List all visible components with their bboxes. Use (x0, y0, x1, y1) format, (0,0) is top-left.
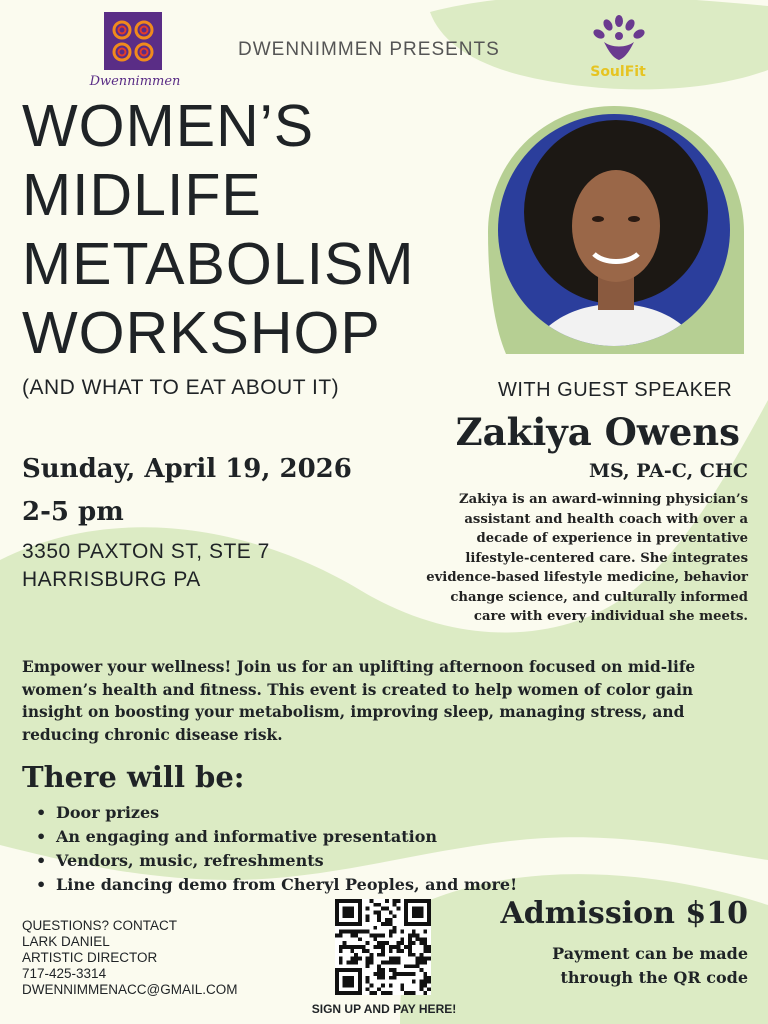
intro-line: Empower your wellness! Join us for an uplifting afternoon focused on mid-life (22, 658, 696, 676)
contact-email[interactable]: DWENNIMMENACC@GMAIL.COM (22, 982, 238, 997)
title-line: WORKSHOP (22, 300, 381, 366)
event-time: 2-5 pm (22, 497, 124, 527)
signup-qr-code[interactable] (335, 899, 431, 995)
feature-item: • Door prizes (34, 801, 517, 825)
dwennimmen-logo-text: Dwennimmen (89, 74, 181, 89)
workshop-title (22, 92, 414, 368)
contact-line: ARTISTIC DIRECTOR (22, 950, 158, 965)
qr-caption: SIGN UP AND PAY HERE! (311, 1002, 457, 1016)
title-line: WOMEN’S (22, 93, 315, 159)
guest-speaker-label: WITH GUEST SPEAKER (498, 379, 733, 401)
bio-line: lifestyle-centered care. She integrates (465, 550, 748, 566)
bio-line: decade of experience in preventative (476, 531, 748, 546)
event-address-line1: 3350 PAXTON ST, STE 7 (22, 540, 270, 563)
soulfit-logo (588, 12, 650, 64)
contact-block (22, 918, 237, 998)
bio-line: evidence-based lifestyle medicine, behavior (426, 570, 748, 585)
intro-line: women’s health and fitness. This event is created to help women of color gain (22, 680, 694, 699)
intro-paragraph (22, 656, 748, 746)
contact-line: LARK DANIEL (22, 934, 110, 949)
speaker-bio (392, 490, 748, 627)
bio-line: care with every individual she meets. (473, 609, 748, 624)
presenter-line: DWENNIMMEN PRESENTS (238, 39, 500, 60)
payment-note (500, 942, 748, 990)
contact-line: 717-425-3314 (22, 966, 107, 981)
payment-note-line: Payment can be made (552, 944, 748, 963)
event-address-line2: HARRISBURG PA (22, 568, 201, 591)
bio-line: assistant and health coach with over a (464, 511, 748, 527)
speaker-credentials: MS, PA-C, CHC (588, 460, 748, 482)
feature-item: • Vendors, music, refreshments (34, 849, 517, 873)
admission-price: Admission $10 (500, 896, 748, 931)
title-line: METABOLISM (22, 231, 415, 297)
title-line: MIDLIFE (22, 162, 262, 228)
speaker-portrait (486, 104, 746, 356)
features-list (34, 801, 517, 897)
dwennimmen-logo (104, 12, 162, 70)
soulfit-logo-text: SoulFit (590, 64, 646, 80)
speaker-name: Zakiya Owens (455, 410, 740, 454)
event-date: Sunday, April 19, 2026 (22, 454, 352, 484)
intro-line: reducing chronic disease risk. (22, 725, 283, 744)
intro-line: insight on boosting your metabolism, improving sleep, managing stress, and (22, 703, 685, 721)
workshop-subtitle: (AND WHAT TO EAT ABOUT IT) (22, 376, 340, 399)
contact-line: QUESTIONS? CONTACT (22, 918, 178, 933)
features-heading: There will be: (22, 760, 245, 794)
bio-line: Zakiya is an award-winning physician’s (459, 492, 748, 507)
feature-item: • Line dancing demo from Cheryl Peoples, and more! (34, 873, 517, 897)
feature-item: • An engaging and informative presentation (34, 825, 517, 849)
payment-note-line: through the QR code (560, 968, 748, 987)
bio-line: change science, and culturally informed (450, 589, 748, 605)
